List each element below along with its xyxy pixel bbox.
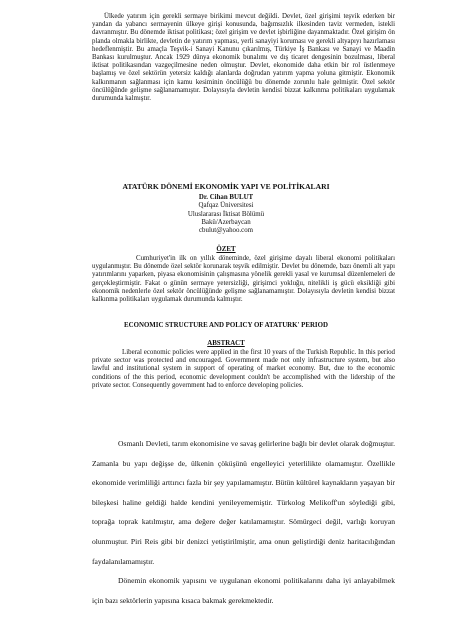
abstract-paragraph: Liberal economic policies were applied in the first 10 years of the Turkish Republic. In this period private sector was protected and encouraged. Government made not only infrastructure system, but also lawful and institutional system in support of operating of market economy. But, due to the economic conditions of the this period, economic development couldn't be accomplished with the lidership of the private sector. Consequently government had to enforce developing policies. bbox=[92, 349, 395, 389]
paper-title: ATATÜRK DÖNEMİ EKONOMİK YAPI VE POLİTİKALARI bbox=[122, 182, 330, 191]
english-title: ECONOMIC STRUCTURE AND POLICY OF ATATURK' PERIOD bbox=[124, 322, 328, 329]
body-text bbox=[92, 434, 395, 610]
abstract-heading: ABSTRACT bbox=[207, 340, 245, 347]
body-paragraph: Osmanlı Devleti, tarım ekonomisine ve savaş gelirlerine bağlı bir devlet olarak doğmuştur. Zamanla bu yapı değişse de, ülkenin çöküşünü engelleyici yeterlilikte olamamıştır. Özellikle ekonomide verimliliği arttırıcı fazla bir şey yapılamamıştır. Bütün kültürel kaynakların yaşayan bir bileşkesi haline geldiği halde kendini yenileyememiştir. Türkolog Melikoff'un söylediği gibi, toprağa toprak katılmıştır, ama değere değer katılamamıştır. Sömürgeci değil, varlığı koruyan olunmuştur. Piri Reis gibi bir denizci yetiştirilmiştir, ama onun geliştirdiği deniz haritacılığından faydalanılamamıştır. bbox=[92, 439, 395, 566]
intro-paragraph: Ülkede yatırım için gerekli sermaye birikimi mevcut değildi. Devlet, özel girişimi teşvik ederken bir yandan da yabancı sermayenin ülkeye girişi konusunda, bağımsızlık ilkesinden taviz vermeden, istekli davranmıştır. Bu dönemde iktisat politikası; özel girişim ve devlet işbirliğine dayanmaktadır. Özel girişim ön planda olmakla birlikte, devletin de yatırım yapması, yerli sanayiyi koruması ve gerekli altyapıyı hazırlaması hedeflenmiştir. Bu amaçla Teşvik-i Sanayi Kanunu çıkarılmış, Türkiye İş Bankası ve Sanayi ve Maadin Bankası kurulmuştur. Ancak 1929 dünya ekonomik bunalımı ve dış ticaret dengesinin bozulması, liberal iktisat politikasından vazgeçilmesine neden olmuştur. Devlet, ekonomide daha etkin bir rol üstlenmeye başlamış ve özel sektörün yetersiz kaldığı alanlarda doğrudan yatırım yapma yoluna gitmiştir. Ekonomik kalkınmanın sağlanması için kamu kesiminin öncülüğü bu dönemde zorunlu hale gelmiştir. Özel sektör öncülüğünde gelişme sağlanamamıştır. Dolayısıyla devletin kendisi bizzat kalkınma politikaları uygulamak durumunda kalmıştır. bbox=[92, 13, 395, 103]
body-paragraph: Dönemin ekonomik yapısını ve uygulanan ekonomi politikalarını daha iyi anlayabilmek için bazı sektörlerin yapısına kısaca bakmak gerekmektedir. bbox=[92, 576, 395, 605]
author-department: Uluslararası İktisat Bölümü bbox=[187, 210, 265, 218]
author-city: Bakü/Azerbaycan bbox=[201, 218, 251, 226]
author-block bbox=[0, 194, 452, 235]
ozet-paragraph: Cumhuriyet'in ilk on yıllık döneminde, özel girişime dayalı liberal ekonomi politikaları uygulanmıştır. Bu dönemde özel sektör korunarak teşvik edilmiştir. Devlet bu dönemde, bazı önemli alt yapı yatırımlarını yaparken, piyasa ekonomisinin çalışmasına yönelik gerekli yasal ve kurumsal düzenlemeleri de gerçekleştirmiştir. Fakat o günün sermaye yetersizliği, girişimci yokluğu, nitelikli iş gücü eksikliği gibi ekonomik nedenlerle özel sektör öncülüğünde gelişme sağlanamamıştır. Dolayısıyla devletin kendisi bizzat kalkınma politikaları uygulamak durumunda kalmıştır. bbox=[92, 255, 395, 304]
ozet-heading: ÖZET bbox=[216, 246, 236, 253]
author-email: cbulut@yahoo.com bbox=[199, 227, 253, 235]
author-university: Qafqaz Üniversitesi bbox=[198, 202, 254, 210]
author-name: Dr. Cihan BULUT bbox=[198, 194, 254, 201]
